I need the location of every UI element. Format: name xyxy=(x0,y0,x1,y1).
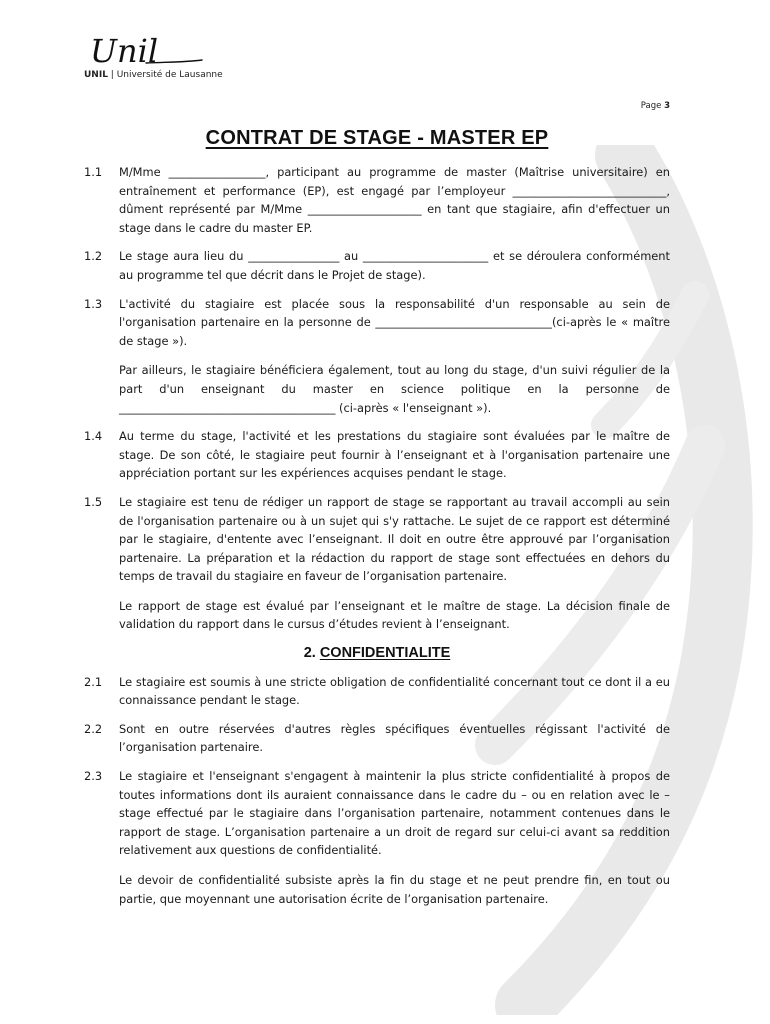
clause-number: 1.1 xyxy=(84,165,103,179)
clause-number: 2.3 xyxy=(84,769,103,784)
logo-org-bold: UNIL xyxy=(84,70,108,80)
clause-2-1 xyxy=(84,673,670,710)
clause-number: 1.3 xyxy=(84,296,103,311)
section-heading-confidentialite xyxy=(84,644,670,663)
page-number-value: 3 xyxy=(664,101,670,111)
clause-1-5 xyxy=(84,493,670,634)
clause-1-2 xyxy=(84,247,670,284)
document-content xyxy=(84,163,670,918)
clause-text: M/Mme _________________, participant au programme de master (Maîtrise universitaire) en entraînement et performance (EP), est engagé par l’employeur ___________________________, dûment représenté par M/Mme ____________________ en tant que stagiaire, afin d'effectuer un stage dans le cadre du master EP. xyxy=(119,165,670,235)
clause-number: 2.2 xyxy=(84,721,103,736)
logo-org-rest: | Université de Lausanne xyxy=(107,70,223,80)
clause-text: Le rapport de stage est évalué par l’enseignant et le maître de stage. La décision finale de validation du rapport dans le cursus d’études revient à l’enseignant. xyxy=(119,598,670,632)
clause-1-1 xyxy=(84,163,670,237)
clause-text: L'activité du stagiaire est placée sous la responsabilité d'un responsable au sein de l'organisation partenaire en la personne de _______________________________(ci-après le « maître de stage »). xyxy=(119,296,670,348)
section-number: 2. xyxy=(303,645,320,662)
clause-number: 1.2 xyxy=(84,249,103,264)
clause-text: Le stagiaire et l'enseignant s'engagent à maintenir la plus stricte confidentialité à propos de toutes informations dont ils auraient connaissance dans le cadre du – ou en relation avec le – stage effectué par le stagiaire dans l’organisation partenaire, notamment contenues dans le rapport de stage. L’organisation partenaire a un droit de regard sur celui-ci avant sa reddition relativement aux questions de confidentialité. xyxy=(119,769,670,858)
clause-text: Au terme du stage, l'activité et les prestations du stagiaire sont évaluées par le maître de stage. De son côté, le stagiaire peut fournir à l’enseignant et à l'organisation partenaire une appréciation portant sur les expériences acquises pendant le stage. xyxy=(119,429,670,481)
clause-2-3 xyxy=(84,767,670,908)
clause-1-4 xyxy=(84,427,670,483)
page-label: Page xyxy=(640,101,665,111)
clause-1-3 xyxy=(84,295,670,418)
clause-text: Le devoir de confidentialité subsiste après la fin du stage et ne peut prendre fin, en tout ou partie, que moyennant une autorisation écrite de l’organisation partenaire. xyxy=(119,873,670,906)
clause-number: 1.4 xyxy=(84,429,103,444)
clause-text: Le stagiaire est soumis à une stricte obligation de confidentialité concernant tout ce dont il a eu connaissance pendant le stage. xyxy=(119,674,670,708)
clause-text: Sont en outre réservées d'autres règles spécifiques éventuelles régissant l'activité de l’organisation partenaire. xyxy=(119,721,670,755)
clause-number: 1.5 xyxy=(84,494,103,509)
document-title: CONTRAT DE STAGE - MASTER EP xyxy=(205,127,549,149)
clause-number: 2.1 xyxy=(84,674,103,689)
clause-text: Le stagiaire est tenu de rédiger un rapport de stage se rapportant au travail accompli au sein de l'organisation partenaire ou à un sujet qui s'y rattache. Le sujet de ce rapport est déterminé par le stagiaire, d'entente avec l’enseignant. Il doit en outre être approuvé par l’organisation partenaire. La préparation et la rédaction du rapport de stage sont effectuées en dehors du temps de travail du stagiaire en faveur de l’organisation partenaire. xyxy=(119,494,670,584)
logo-subtitle xyxy=(84,70,223,80)
clause-2-2 xyxy=(84,720,670,757)
clause-text: Par ailleurs, le stagiaire bénéficiera également, tout au long du stage, d'un suivi régulier de la part d'un enseignant du master en science politique en la personne de ______________________________________ (ci-après « l'enseignant »). xyxy=(119,363,670,415)
clause-text: Le stage aura lieu du ________________ au ______________________ et se déroulera conformément au programme tel que décrit dans le Projet de stage). xyxy=(119,249,670,282)
page-number xyxy=(641,101,670,111)
section-title: CONFIDENTIALITE xyxy=(319,645,451,662)
logo-script-text: Unil xyxy=(90,32,159,70)
